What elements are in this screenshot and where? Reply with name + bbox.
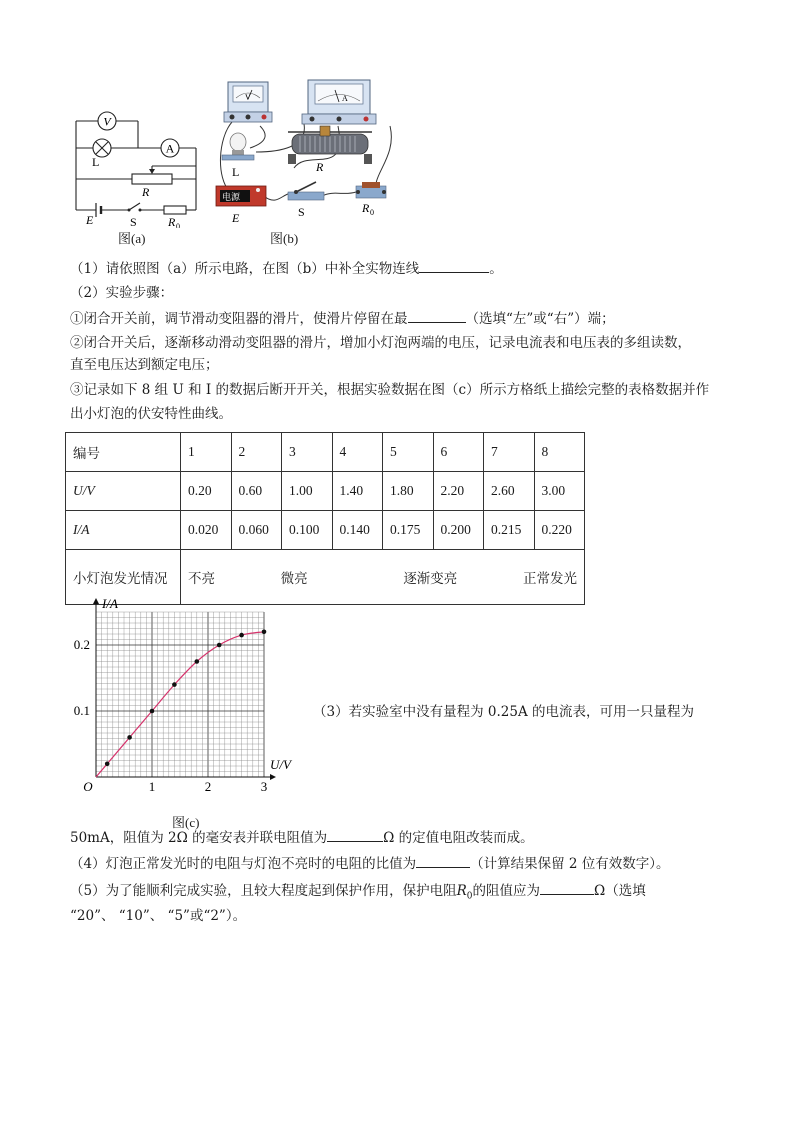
protective-resistor-device-subscript: 0	[370, 208, 374, 217]
switch-label: S	[130, 215, 137, 228]
figure-b-caption: 图(b)	[270, 231, 299, 246]
voltmeter-device	[224, 82, 272, 122]
y-tick-label: 0.1	[73, 703, 90, 718]
x-tick-label: 1	[148, 779, 156, 794]
table-cell: 3.00	[534, 472, 585, 511]
lamp-device-label: L	[232, 165, 240, 179]
glow-state: 不亮	[188, 571, 215, 586]
table-cell: 0.140	[332, 511, 383, 550]
data-point	[239, 633, 244, 638]
battery-label: E	[86, 213, 94, 227]
switch-symbol	[128, 203, 142, 212]
table-cell: 0.20	[181, 472, 232, 511]
x-axis-label: U/V	[270, 757, 291, 772]
protective-resistor-subscript: 0	[176, 222, 180, 228]
row-label-current: I/A	[66, 511, 181, 550]
switch-device-label: S	[298, 205, 305, 219]
data-table	[65, 432, 585, 605]
data-point	[150, 709, 155, 714]
table-cell: 0.060	[231, 511, 282, 550]
table-cell: 8	[534, 433, 585, 472]
table-row	[66, 472, 585, 511]
table-cell: 2.60	[484, 472, 535, 511]
y-tick-label: 0.2	[73, 637, 90, 652]
data-point	[127, 735, 132, 740]
y-axis-label: I/A	[102, 596, 118, 611]
table-cell: 1.00	[282, 472, 333, 511]
answer-blank-q4[interactable]	[416, 853, 470, 868]
step-3-line-1: ③记录如下 8 组 U 和 I 的数据后断开开关，根据实验数据在图（c）所示方格纸上描绘完整的表格数据并作	[70, 382, 710, 398]
glow-state: 微亮	[280, 571, 308, 586]
protective-resistor-symbol	[164, 206, 186, 214]
table-cell: 5	[383, 433, 434, 472]
answer-blank-q3[interactable]	[327, 827, 383, 842]
row-label-number: 编号	[66, 433, 181, 472]
table-cell: 0.175	[383, 511, 434, 550]
voltmeter-device-label: V	[245, 93, 251, 102]
data-point	[172, 682, 177, 687]
protective-resistor-label: R	[168, 215, 176, 228]
x-tick-label: 3	[260, 779, 268, 794]
table-row	[66, 511, 585, 550]
table-cell: 1	[181, 433, 232, 472]
step-3-line-2: 出小灯泡的伏安特性曲线。	[70, 406, 232, 422]
answer-blank-q5[interactable]	[540, 880, 594, 895]
rheostat-symbol	[132, 174, 172, 184]
x-tick-label: 2	[204, 779, 212, 794]
switch-device	[288, 182, 324, 200]
table-cell: 0.60	[231, 472, 282, 511]
question-3-line-1: （3）若实验室中没有量程为 0.25A 的电流表，可用一只量程为	[313, 704, 694, 720]
ammeter-device-label: A	[342, 94, 348, 103]
answer-blank-q1[interactable]	[419, 258, 489, 273]
ammeter-label: A	[165, 141, 175, 156]
table-cell: 6	[433, 433, 484, 472]
table-row	[66, 433, 585, 472]
table-cell: 0.100	[282, 511, 333, 550]
data-point	[195, 659, 200, 664]
voltmeter-label: V	[103, 114, 111, 129]
table-cell: 0.020	[181, 511, 232, 550]
data-point	[105, 762, 110, 767]
step-2-line-2: 直至电压达到额定电压；	[70, 357, 219, 373]
data-point	[217, 643, 222, 648]
table-cell: 2.20	[433, 472, 484, 511]
question-3-line-2: 50mA，阻值为 2Ω 的毫安表并联电阻值为 Ω 的定值电阻改装而成。	[70, 827, 534, 848]
table-cell: 0.200	[433, 511, 484, 550]
glow-state: 正常发光	[522, 571, 577, 586]
rheostat-device-label: R	[316, 160, 324, 174]
apparatus-figure-b	[208, 78, 398, 228]
table-cell: 4	[332, 433, 383, 472]
table-cell: 3	[282, 433, 333, 472]
battery-device	[216, 186, 266, 206]
table-cell: 1.40	[332, 472, 383, 511]
table-cell: 0.220	[534, 511, 585, 550]
battery-device-label: 电源	[222, 192, 241, 202]
question-5-line-1: （5）为了能顺利完成实验，且较大程度起到保护作用，保护电阻$R_0$的阻值应为 Ω（选填	[70, 880, 646, 907]
question-4: （4）灯泡正常发光时的电阻与灯泡不亮时的电阻的比值为 （计算结果保留 2 位有效数字）。	[70, 853, 670, 874]
figure-c-caption: 图(c)	[172, 815, 200, 830]
battery-device-e-label: E	[232, 211, 240, 225]
data-point	[262, 630, 267, 635]
lamp-device	[222, 133, 254, 160]
lamp-label: L	[92, 155, 100, 169]
origin-label: O	[83, 779, 93, 794]
circuit-diagram-a	[68, 108, 208, 228]
table-cell: 2	[231, 433, 282, 472]
y-axis-arrow	[93, 598, 99, 604]
row-label-voltage: U/V	[66, 472, 181, 511]
battery-symbol	[96, 203, 101, 217]
glow-state: 逐渐变亮	[403, 571, 458, 586]
step-2-line-1: ②闭合开关后，逐渐移动滑动变阻器的滑片，增加小灯泡两端的电压，记录电流表和电压表的多组读数，	[70, 335, 691, 351]
rheostat-label: R	[142, 185, 150, 199]
ammeter-device	[302, 80, 376, 124]
iv-characteristic-chart	[68, 596, 308, 811]
figure-a-caption: 图(a)	[118, 231, 146, 246]
chart-grid	[96, 612, 264, 777]
table-cell: 7	[484, 433, 535, 472]
row-label-brightness: 小灯泡发光情况	[66, 550, 181, 605]
protective-resistor-device	[356, 182, 386, 198]
protective-resistor-device-label: R	[362, 201, 370, 215]
table-cell: 1.80	[383, 472, 434, 511]
question-1: （1）请依照图（a）所示电路，在图（b）中补全实物连线 。	[70, 258, 503, 279]
table-cell: 0.215	[484, 511, 535, 550]
step-1: ①闭合开关前，调节滑动变阻器的滑片，使滑片停留在最 （选填“左”或“右”）端；	[70, 308, 615, 329]
question-5-line-2: “20”、 “10”、 “5”或“2”）。	[70, 908, 247, 924]
question-2-heading: （2）实验步骤：	[70, 285, 174, 301]
x-axis-arrow	[270, 774, 276, 780]
answer-blank-step1[interactable]	[408, 308, 466, 323]
